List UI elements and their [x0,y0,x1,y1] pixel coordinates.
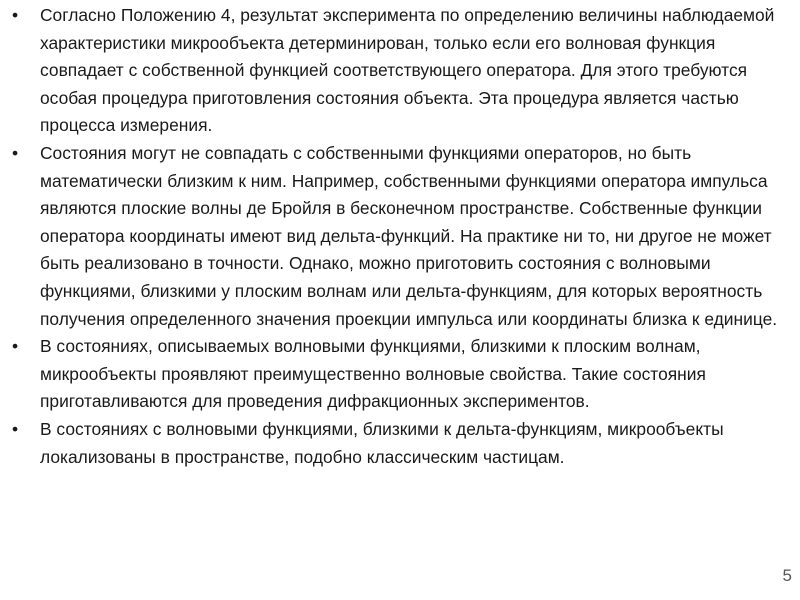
bullet-text: В состояниях с волновыми функциями, близкими к дельта-функциям, микрообъекты локализованы в пространстве, подобно классическим частицам. [40,418,724,467]
bullet-icon: • [11,336,19,357]
bullet-item-approximate-states [11,140,785,333]
slide-number: 5 [782,566,792,585]
bullet-item-wave-properties [11,333,785,416]
bullet-item-measurement-determinism [11,2,785,140]
bullet-text: Согласно Положению 4, результат эксперимента по определению величины наблюдаемой характеристики микрообъекта детерминирован, только если его волновая функция совпадает с собственной функцией соответствующего оператора. Для этого требуются особая процедура приготовления состояния объекта. Эта процедура является частью процесса измерения. [40,5,775,136]
bullet-icon: • [11,418,19,439]
bullet-icon: • [11,142,19,163]
bullet-text: Состояния могут не совпадать с собственными функциями операторов, но быть математически близким к ним. Например, собственными функциями оператора импульса являются плоские волны де Бройля в бесконечном пространстве. Собственные функции оператора координаты имеют вид дельта-функций. На практике ни то, ни другое не может быть реализовано в точности. Однако, можно приготовить состояния с волновыми функциями, близкими у плоским волнам или дельта-функциям, для которых вероятность получения определенного значения проекции импульса или координаты близка к единице. [40,142,778,329]
bullet-item-localized-states [11,416,785,471]
bullet-text: В состояниях, описываемых волновыми функциями, близкими к плоским волнам, микрообъекты проявляют преимущественно волновые свойства. Такие состояния приготавливаются для проведения дифракционных экспериментов. [40,336,706,412]
bullet-icon: • [11,5,19,25]
bullet-list [11,2,785,471]
